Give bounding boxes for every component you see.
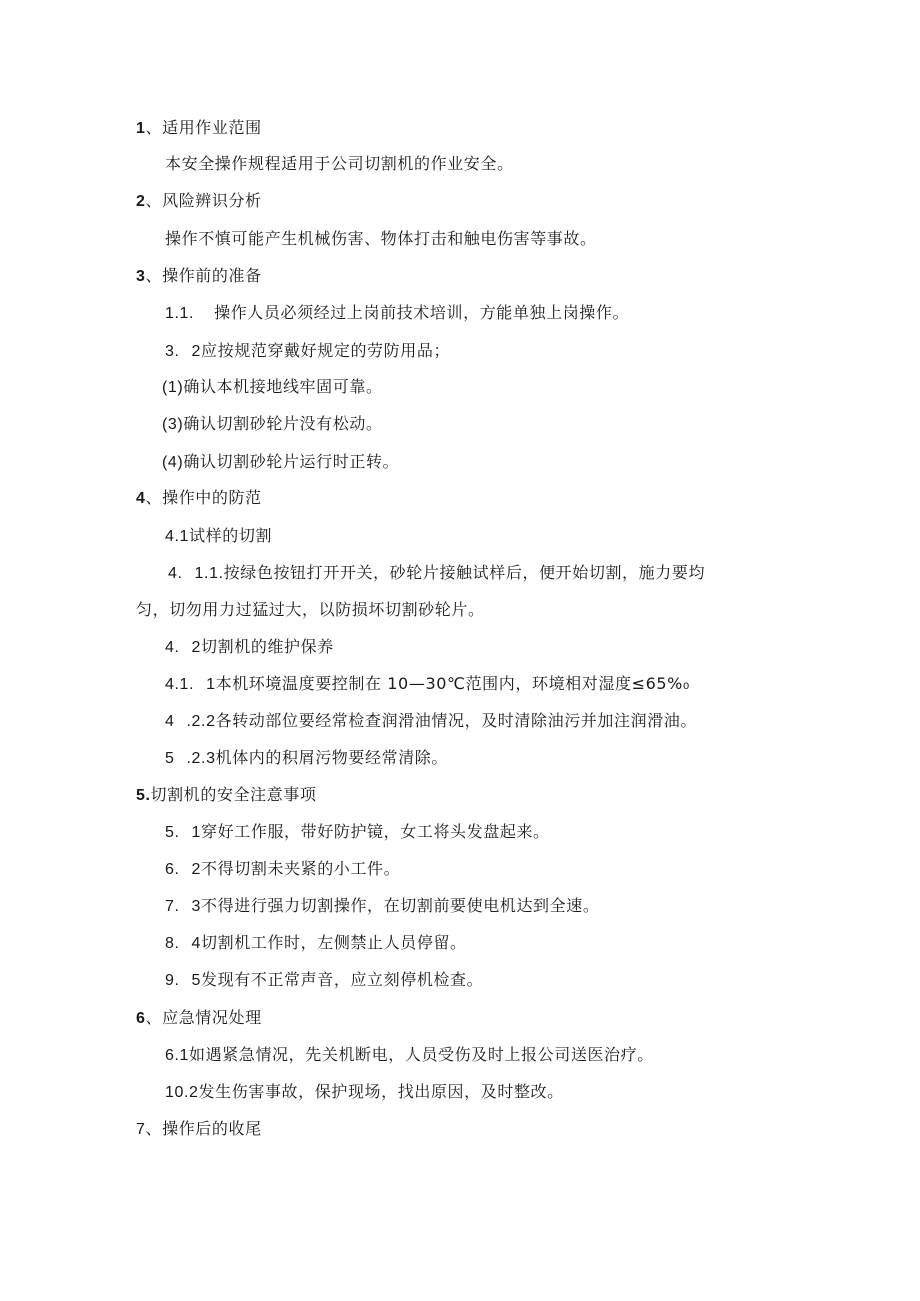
section-heading-6: 6、应急情况处理 [136, 1008, 262, 1027]
list-item: 4. 1.1.按绿色按钮打开开关，砂轮片接触试样后，便开始切割，施力要均 [168, 563, 706, 582]
list-item: 4 .2.2各转动部位要经常检查润滑油情况，及时清除油污并加注润滑油。 [165, 711, 697, 730]
list-item: 10.2发生伤害事故，保护现场，找出原因，及时整改。 [165, 1082, 564, 1101]
list-item: 5. 1穿好工作服，带好防护镜，女工将头发盘起来。 [165, 822, 550, 841]
list-item: 1.1. 操作人员必须经过上岗前技术培训，方能单独上岗操作。 [165, 303, 630, 322]
section-heading-5: 5.切割机的安全注意事项 [136, 785, 317, 804]
list-item: 9. 5发现有不正常声音，应立刻停机检查。 [165, 970, 484, 989]
list-item: 7. 3不得进行强力切割操作，在切割前要使电机达到全速。 [165, 896, 600, 915]
paragraph: 操作不慎可能产生机械伤害、物体打击和触电伤害等事故。 [165, 229, 597, 248]
section-heading-2: 2、风险辨识分析 [136, 191, 262, 210]
section-heading-4: 4、操作中的防范 [136, 488, 262, 507]
section-heading-3: 3、操作前的准备 [136, 266, 262, 285]
list-item: 6. 2不得切割未夹紧的小工件。 [165, 859, 401, 878]
list-item: 5 .2.3机体内的积屑污物要经常清除。 [165, 748, 448, 767]
paragraph-continuation: 匀，切勿用力过猛过大，以防损坏切割砂轮片。 [136, 600, 485, 619]
section-heading-1: 1、适用作业范围 [136, 118, 262, 137]
list-item: (3)确认切割砂轮片没有松动。 [162, 414, 383, 433]
section-heading-7: 7、操作后的收尾 [136, 1119, 262, 1138]
list-item: (4)确认切割砂轮片运行时正转。 [162, 452, 400, 471]
list-item: 4. 2切割机的维护保养 [165, 637, 334, 656]
list-item: 4.1. 1本机环境温度要控制在 10—30℃范围内，环境相对湿度≤65%₀ [165, 674, 690, 693]
list-item: 3. 2应按规范穿戴好规定的劳防用品； [165, 341, 451, 360]
list-item: (1)确认本机接地线牢固可靠。 [162, 377, 383, 396]
paragraph: 本安全操作规程适用于公司切割机的作业安全。 [165, 154, 514, 173]
list-item: 8. 4切割机工作时，左侧禁止人员停留。 [165, 933, 467, 952]
list-item: 4.1试样的切割 [165, 526, 273, 545]
list-item: 6.1如遇紧急情况，先关机断电，人员受伤及时上报公司送医治疗。 [165, 1045, 654, 1064]
